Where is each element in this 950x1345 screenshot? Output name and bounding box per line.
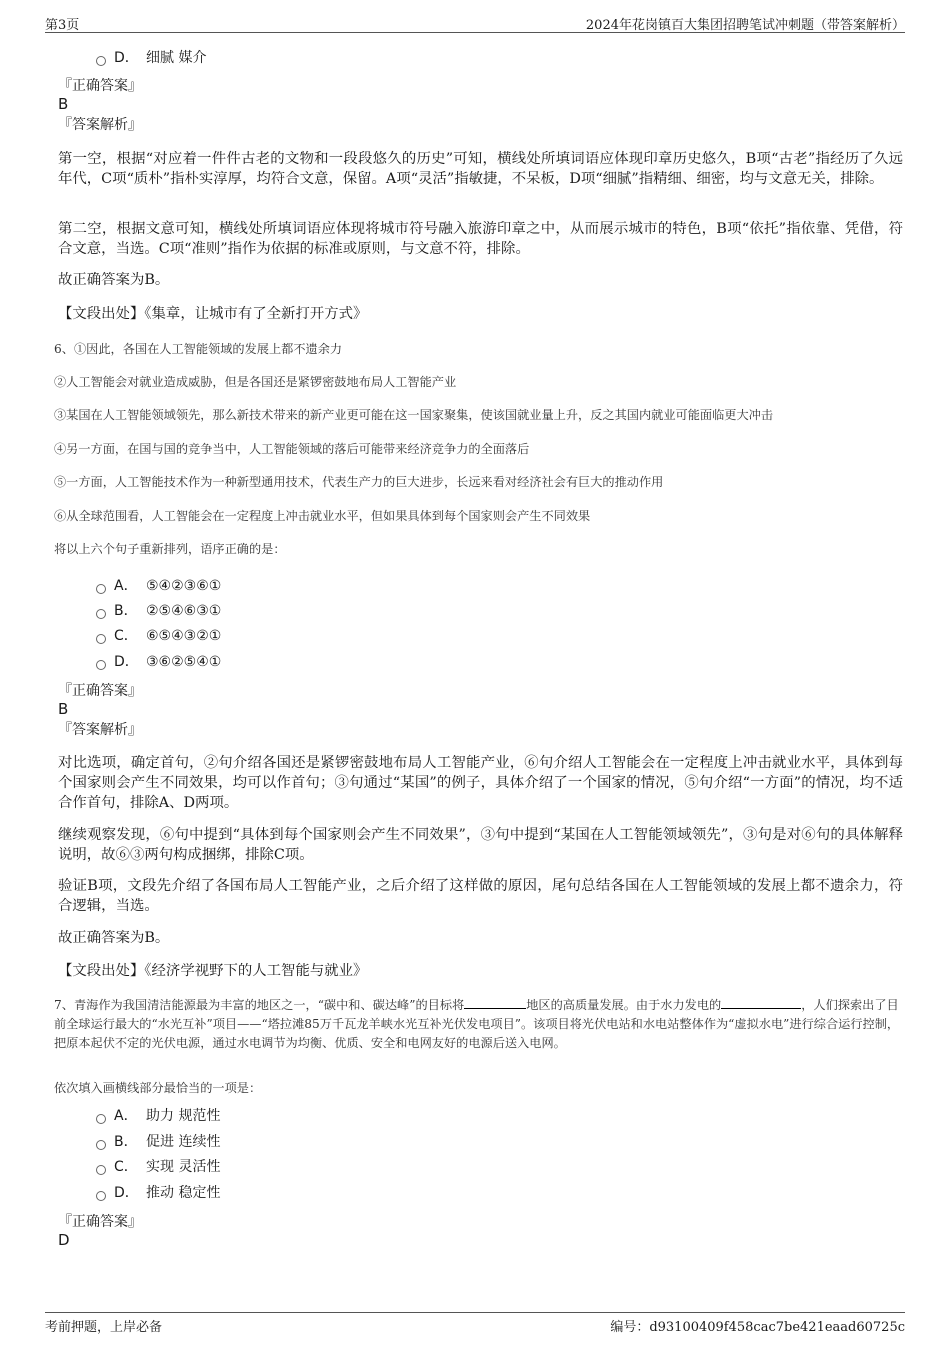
q7-option-b[interactable]: B． 促进 连续性 [96, 1132, 220, 1152]
q5-source: 【文段出处】《集章，让城市有了全新打开方式》 [58, 306, 368, 322]
q6-source: 【文段出处】《经济学视野下的人工智能与就业》 [58, 963, 368, 979]
document-id: 编号：d93100409f458cac7be421eaad60725c [610, 1320, 905, 1335]
radio-icon[interactable] [96, 660, 106, 670]
q7-answer-label: 『正确答案』 [58, 1214, 142, 1230]
radio-icon[interactable] [96, 56, 106, 66]
q7-blank-2 [721, 996, 801, 1009]
q7-answer: D [58, 1231, 70, 1249]
q6-option-b[interactable]: B． ②⑤④⑥③① [96, 601, 221, 621]
q6-stem-2: ②人工智能会对就业造成威胁，但是各国还是紧锣密鼓地布局人工智能产业 [54, 375, 457, 389]
q7-blank-1 [464, 996, 526, 1009]
q6-analysis-p4: 故正确答案为B。 [58, 930, 170, 946]
q6-answer: B [58, 700, 69, 718]
page-header [45, 12, 905, 33]
q7-option-c[interactable]: C． 实现 灵活性 [96, 1157, 220, 1177]
document-title: 2024年花岗镇百大集团招聘笔试冲刺题（带答案解析） [585, 18, 905, 33]
q6-analysis-p2: 继续观察发现，⑥句中提到“具体到每个国家则会产生不同效果”，③句中提到“某国在人工智能领域领先”，③句是对⑥句的具体解释说明，故⑥③两句构成捆绑，排除C项。 [58, 827, 903, 863]
q7-stem: 7、青海作为我国清洁能源最为丰富的地区之一，“碳中和、碳达峰”的目标将 地区的高质量发展。由于水力发电的 ，人们探索出了目前全球运行最大的“水光互补”项目——“塔拉滩85万千瓦龙羊峡水光互补光伏发电项目”。该项目将光伏电站和水电站整体作为“虚拟水电”进行综合运行控制，把原本起伏不定的光伏电源，通过水电调节为均衡、优质、安全和电网友好的电源后送入电网。 [54, 998, 900, 1050]
q6-analysis-label: 『答案解析』 [58, 722, 142, 738]
q7-option-d[interactable]: D． 推动 稳定性 [96, 1183, 220, 1203]
q6-option-a[interactable]: A． ⑤④②③⑥① [96, 576, 221, 596]
q6-option-c[interactable]: C． ⑥⑤④③②① [96, 626, 221, 646]
q7-prompt: 依次填入画横线部分最恰当的一项是： [54, 1081, 262, 1095]
q5-answer: B [58, 95, 69, 113]
q5-answer-label: 『正确答案』 [58, 78, 142, 94]
q6-stem-6: ⑥从全球范围看，人工智能会在一定程度上冲击就业水平，但如果具体到每个国家则会产生不同效果 [54, 509, 591, 523]
q6-stem-3: ③某国在人工智能领域领先，那么新技术带来的新产业更可能在这一国家聚集，使该国就业量上升，反之其国内就业可能面临更大冲击 [54, 408, 774, 422]
q6-answer-label: 『正确答案』 [58, 683, 142, 699]
q6-analysis-p3: 验证B项，文段先介绍了各国布局人工智能产业，之后介绍了这样做的原因，尾句总结各国在人工智能领域的发展上都不遗余力，符合逻辑，当选。 [58, 878, 903, 914]
q5-analysis-p2: 第二空，根据文意可知，横线处所填词语应体现将城市符号融入旅游印章之中，从而展示城市的特色，B项“依托”指依靠、凭借，符合文意，当选。C项“准则”指作为依据的标准或原则，与文意不符，排除。 [58, 221, 903, 257]
q5-analysis-p1: 第一空，根据“对应着一件件古老的文物和一段段悠久的历史”可知，横线处所填词语应体现印章历史悠久，B项“古老”指经历了久远年代，C项“质朴”指朴实淳厚，均符合文意，保留。A项“灵活”指敏捷，不呆板，D项“细腻”指精细、细密，均与文意无关，排除。 [58, 151, 903, 187]
radio-icon[interactable] [96, 1191, 106, 1201]
q7-option-a[interactable]: A． 助力 规范性 [96, 1106, 220, 1126]
radio-icon[interactable] [96, 584, 106, 594]
page-number: 第3页 [45, 18, 80, 33]
radio-icon[interactable] [96, 1140, 106, 1150]
radio-icon[interactable] [96, 609, 106, 619]
q5-analysis-p3: 故正确答案为B。 [58, 272, 170, 288]
q6-analysis-p1: 对比选项，确定首句，②句介绍各国还是紧锣密鼓地布局人工智能产业，⑥句介绍人工智能会在一定程度上冲击就业水平，具体到每个国家则会产生不同效果，均可以作首句；③句通过“某国”的例子，具体介绍了一个国家的情况，⑤句介绍“一方面”的情况，均不适合作首句，排除A、D两项。 [58, 755, 903, 811]
radio-icon[interactable] [96, 1165, 106, 1175]
q6-stem-5: ⑤一方面，人工智能技术作为一种新型通用技术，代表生产力的巨大进步，长远来看对经济社会有巨大的推动作用 [54, 475, 664, 489]
q6-prompt: 将以上六个句子重新排列，语序正确的是： [54, 542, 286, 556]
footer-slogan: 考前押题，上岸必备 [45, 1320, 163, 1335]
q6-stem-4: ④另一方面，在国与国的竞争当中，人工智能领域的落后可能带来经济竞争力的全面落后 [54, 442, 530, 456]
page-footer [45, 1312, 905, 1335]
q5-option-d[interactable]: D． 细腻 媒介 [96, 48, 206, 68]
q6-stem-1: 6、①因此，各国在人工智能领域的发展上都不遗余力 [54, 342, 343, 356]
q5-analysis-label: 『答案解析』 [58, 117, 142, 133]
q6-option-d[interactable]: D． ③⑥②⑤④① [96, 652, 221, 672]
radio-icon[interactable] [96, 1114, 106, 1124]
radio-icon[interactable] [96, 634, 106, 644]
